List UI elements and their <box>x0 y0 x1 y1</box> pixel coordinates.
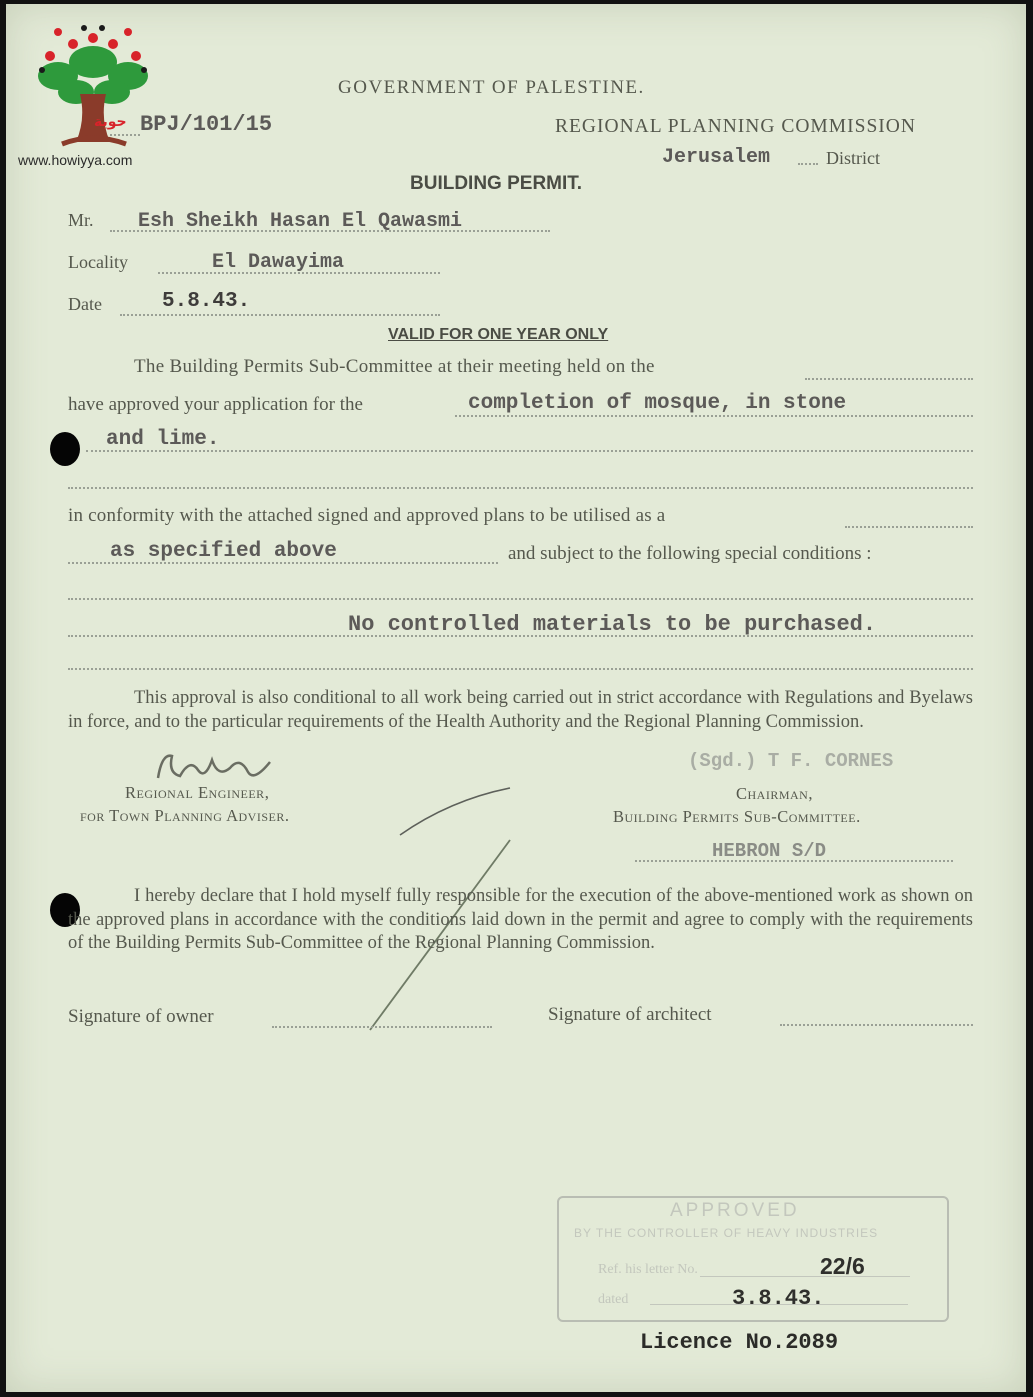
engineer-subtitle: for Town Planning Adviser. <box>80 806 290 825</box>
utilised-value: as specified above <box>110 540 337 563</box>
chairman-signed-name: (Sgd.) T F. CORNES <box>688 750 894 772</box>
blank-dotted-line-1 <box>68 487 973 489</box>
architect-signature-label: Signature of architect <box>548 1004 712 1025</box>
date-value: 5.8.43. <box>162 290 251 313</box>
government-heading: GOVERNMENT OF PALESTINE. <box>338 77 645 98</box>
stamp-dated-label: dated <box>598 1292 629 1307</box>
approval-paragraph: This approval is also conditional to all work being carried out in strict accordance with Regulations and Byelaws in force, and to the particular requirements of the Health Authority and the Regional Planning Commission. <box>68 688 973 732</box>
mr-label: Mr. <box>68 210 94 230</box>
application-label: have approved your application for the <box>68 394 363 415</box>
licence-number: Licence No.2089 <box>640 1330 839 1355</box>
stamp-authority-text: BY THE CONTROLLER OF HEAVY INDUSTRIES <box>574 1226 879 1240</box>
district-dotted-line <box>798 163 818 165</box>
howiyya-logo <box>28 14 158 164</box>
commission-heading: REGIONAL PLANNING COMMISSION <box>555 116 916 137</box>
stamp-ref-line <box>700 1276 910 1277</box>
architect-signature-line <box>780 1024 973 1026</box>
ref-dotted-line <box>110 134 140 136</box>
subdistrict-value: HEBRON S/D <box>712 840 827 862</box>
special-condition: No controlled materials to be purchased. <box>348 612 877 637</box>
engineer-title: Regional Engineer, <box>125 783 270 802</box>
blank-dotted-line-2 <box>68 598 973 600</box>
engineer-signature-scribble <box>150 748 290 788</box>
date-label: Date <box>68 294 102 314</box>
stamp-approved-text: APPROVED <box>670 1200 800 1221</box>
date-dotted-line <box>120 314 440 316</box>
owner-signature-line <box>272 1026 492 1028</box>
chairman-title: Chairman, <box>736 784 813 803</box>
document-title: BUILDING PERMIT. <box>410 173 583 194</box>
website-url[interactable]: www.howiyya.com <box>18 152 133 168</box>
blank-dotted-line-3 <box>68 668 973 670</box>
punch-hole-1 <box>50 432 80 466</box>
district-value: Jerusalem <box>662 146 771 169</box>
district-label: District <box>826 148 880 168</box>
locality-label: Locality <box>68 252 128 272</box>
meeting-line: The Building Permits Sub-Committee at their meeting held on the <box>134 356 655 377</box>
application-dotted-line <box>455 415 973 417</box>
stamp-dated-line <box>650 1304 908 1305</box>
reference-number: BPJ/101/15 <box>140 112 273 137</box>
chairman-subtitle: Building Permits Sub-Committee. <box>613 807 861 826</box>
application-value-continued: and lime. <box>106 428 220 451</box>
declaration-paragraph: I hereby declare that I hold myself fully responsible for the execution of the above-mentioned work as shown on the approved plans in accordance with the conditions laid down in the permit and agree to comply with the requirements of the Building Permits Sub-Committee of the Regional Planning Commission. <box>68 886 973 953</box>
meeting-dotted-line <box>805 378 973 380</box>
stamp-dated-value: 3.8.43. <box>732 1286 825 1311</box>
mr-value: Esh Sheikh Hasan El Qawasmi <box>138 210 463 233</box>
stamp-ref-value: 22/6 <box>820 1253 865 1279</box>
locality-value: El Dawayima <box>212 251 345 274</box>
conformity-line: in conformity with the attached signed and approved plans to be utilised as a <box>68 505 666 526</box>
validity-notice: VALID FOR ONE YEAR ONLY <box>388 326 609 343</box>
special-conditions-label: and subject to the following special conditions : <box>508 543 872 564</box>
application-value: completion of mosque, in stone <box>468 392 847 415</box>
svg-text:حوية: حوية <box>94 114 127 130</box>
owner-signature-label: Signature of owner <box>68 1006 214 1027</box>
conformity-dotted-line <box>845 526 973 528</box>
stamp-ref-label: Ref. his letter No. <box>598 1262 698 1277</box>
